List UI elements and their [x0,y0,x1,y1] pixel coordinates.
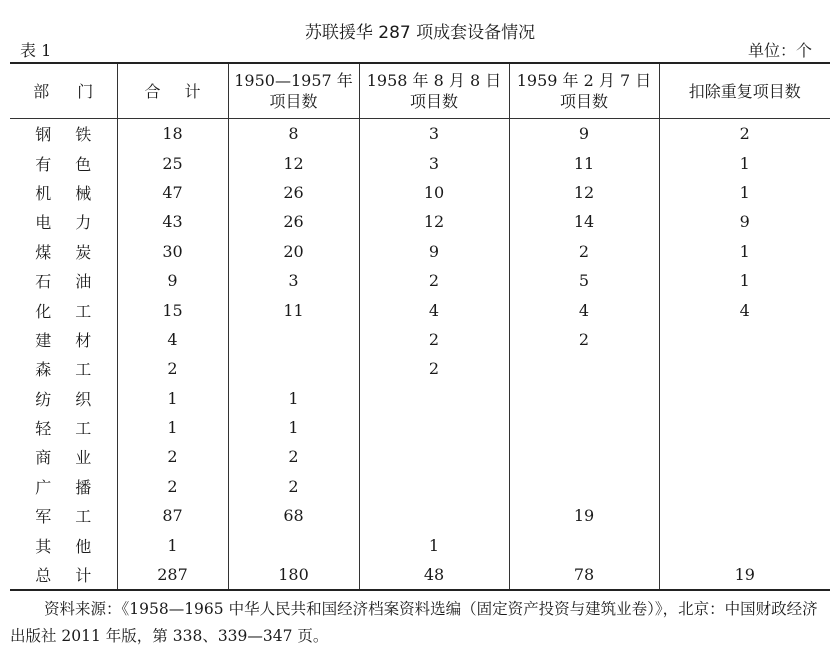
cell-1958: 2 [359,266,509,295]
cell-1950-1957: 20 [228,237,359,266]
cell-dedup [659,354,830,383]
table-row [10,178,830,207]
cell-dedup: 1 [659,148,830,177]
cell-dept: 煤 炭 [35,242,92,262]
header-dept: 部 门 [10,63,117,119]
cell-1958 [359,472,509,501]
cell-1958 [359,501,509,530]
table-row [10,266,830,295]
cell-dept: 有 色 [35,154,92,174]
cell-1950-1957: 68 [228,501,359,530]
cell-total: 15 [117,295,228,324]
cell-total: 1 [117,384,228,413]
cell-1958 [359,413,509,442]
cell-dept: 纺 织 [35,389,92,409]
cell-dept: 石 油 [35,272,92,292]
cell-1959 [509,442,659,471]
cell-1959 [509,472,659,501]
cell-1958: 3 [359,119,509,149]
cell-total: 9 [117,266,228,295]
cell-total: 25 [117,148,228,177]
table-row [10,472,830,501]
cell-total: 2 [117,354,228,383]
source-note: 资料来源：《1958—1965 中华人民共和国经济档案资料选编（固定资产投资与建筑业卷）》，北京：中国财政经济出版社 2011 年版，第 338、339—347 页。 [10,600,818,645]
cell-1959 [509,413,659,442]
cell-1950-1957: 2 [228,472,359,501]
cell-1950-1957: 26 [228,207,359,236]
table-row [10,354,830,383]
table-row [10,119,830,149]
cell-dedup: 1 [659,178,830,207]
cell-total: 2 [117,472,228,501]
table-row [10,413,830,442]
cell-dept: 钢 铁 [35,125,92,145]
header-dedup: 扣除重复项目数 [659,63,830,119]
cell-dedup: 19 [659,560,830,590]
cell-total: 2 [117,442,228,471]
cell-dept: 轻 工 [35,419,92,439]
table-row [10,442,830,471]
cell-dept: 机 械 [35,183,92,203]
cell-1959: 4 [509,295,659,324]
cell-1950-1957: 8 [228,119,359,149]
cell-1950-1957: 26 [228,178,359,207]
cell-1959 [509,354,659,383]
cell-1958: 9 [359,237,509,266]
cell-dedup [659,472,830,501]
cell-total: 43 [117,207,228,236]
cell-1958: 3 [359,148,509,177]
cell-1959: 11 [509,148,659,177]
cell-total: 1 [117,413,228,442]
unit-label: 单位：个 [747,41,812,60]
cell-dept: 电 力 [35,213,92,233]
projects-table [10,62,830,591]
cell-1958: 2 [359,354,509,383]
cell-total: 4 [117,325,228,354]
cell-1959: 5 [509,266,659,295]
cell-1958: 4 [359,295,509,324]
table-row [10,148,830,177]
cell-1958: 1 [359,530,509,559]
cell-1950-1957 [228,325,359,354]
cell-1958: 48 [359,560,509,590]
cell-dept: 总 计 [35,566,92,586]
table-row [10,325,830,354]
cell-1958: 10 [359,178,509,207]
cell-1950-1957 [228,354,359,383]
cell-dept: 广 播 [35,477,92,497]
cell-dedup: 1 [659,237,830,266]
cell-1959: 2 [509,325,659,354]
cell-1950-1957: 12 [228,148,359,177]
cell-1950-1957: 1 [228,413,359,442]
table-row [10,501,830,530]
cell-1959: 78 [509,560,659,590]
cell-total: 30 [117,237,228,266]
table-row [10,237,830,266]
table-title: 苏联援华 287 项成套设备情况 [304,23,536,43]
cell-dept: 军 工 [35,507,92,527]
cell-dept: 商 业 [35,448,92,468]
cell-1958 [359,384,509,413]
header-1958: 1958 年 8 月 8 日 项目数 [359,63,509,119]
cell-dedup: 1 [659,266,830,295]
table-row [10,384,830,413]
cell-dept: 建 材 [35,330,92,350]
cell-1959: 2 [509,237,659,266]
cell-dept: 其 他 [35,536,92,556]
header-1959: 1959 年 2 月 7 日 项目数 [509,63,659,119]
cell-1958: 2 [359,325,509,354]
cell-dedup [659,413,830,442]
cell-1959 [509,384,659,413]
cell-total: 47 [117,178,228,207]
cell-1959 [509,530,659,559]
cell-dedup [659,501,830,530]
cell-dedup: 4 [659,295,830,324]
cell-total: 87 [117,501,228,530]
table-header-row [10,63,830,119]
cell-1958: 12 [359,207,509,236]
cell-dedup [659,384,830,413]
cell-dept: 化 工 [35,301,92,321]
cell-1950-1957: 11 [228,295,359,324]
cell-1950-1957: 2 [228,442,359,471]
cell-total: 18 [117,119,228,149]
table-row [10,560,830,590]
cell-dept: 森 工 [35,360,92,380]
cell-1959: 14 [509,207,659,236]
cell-1959: 19 [509,501,659,530]
cell-1959: 9 [509,119,659,149]
cell-1959: 12 [509,178,659,207]
cell-dedup: 9 [659,207,830,236]
cell-dedup [659,530,830,559]
header-total: 合 计 [117,63,228,119]
cell-1950-1957: 3 [228,266,359,295]
cell-1950-1957: 1 [228,384,359,413]
cell-total: 287 [117,560,228,590]
table-number-label: 表 1 [20,41,52,60]
cell-1958 [359,442,509,471]
table-row [10,295,830,324]
cell-1950-1957: 180 [228,560,359,590]
cell-dedup: 2 [659,119,830,149]
cell-1950-1957 [228,530,359,559]
table-row [10,207,830,236]
header-1950-1957: 1950—1957 年 项目数 [228,63,359,119]
cell-dedup [659,325,830,354]
cell-dedup [659,442,830,471]
cell-total: 1 [117,530,228,559]
table-row [10,530,830,559]
